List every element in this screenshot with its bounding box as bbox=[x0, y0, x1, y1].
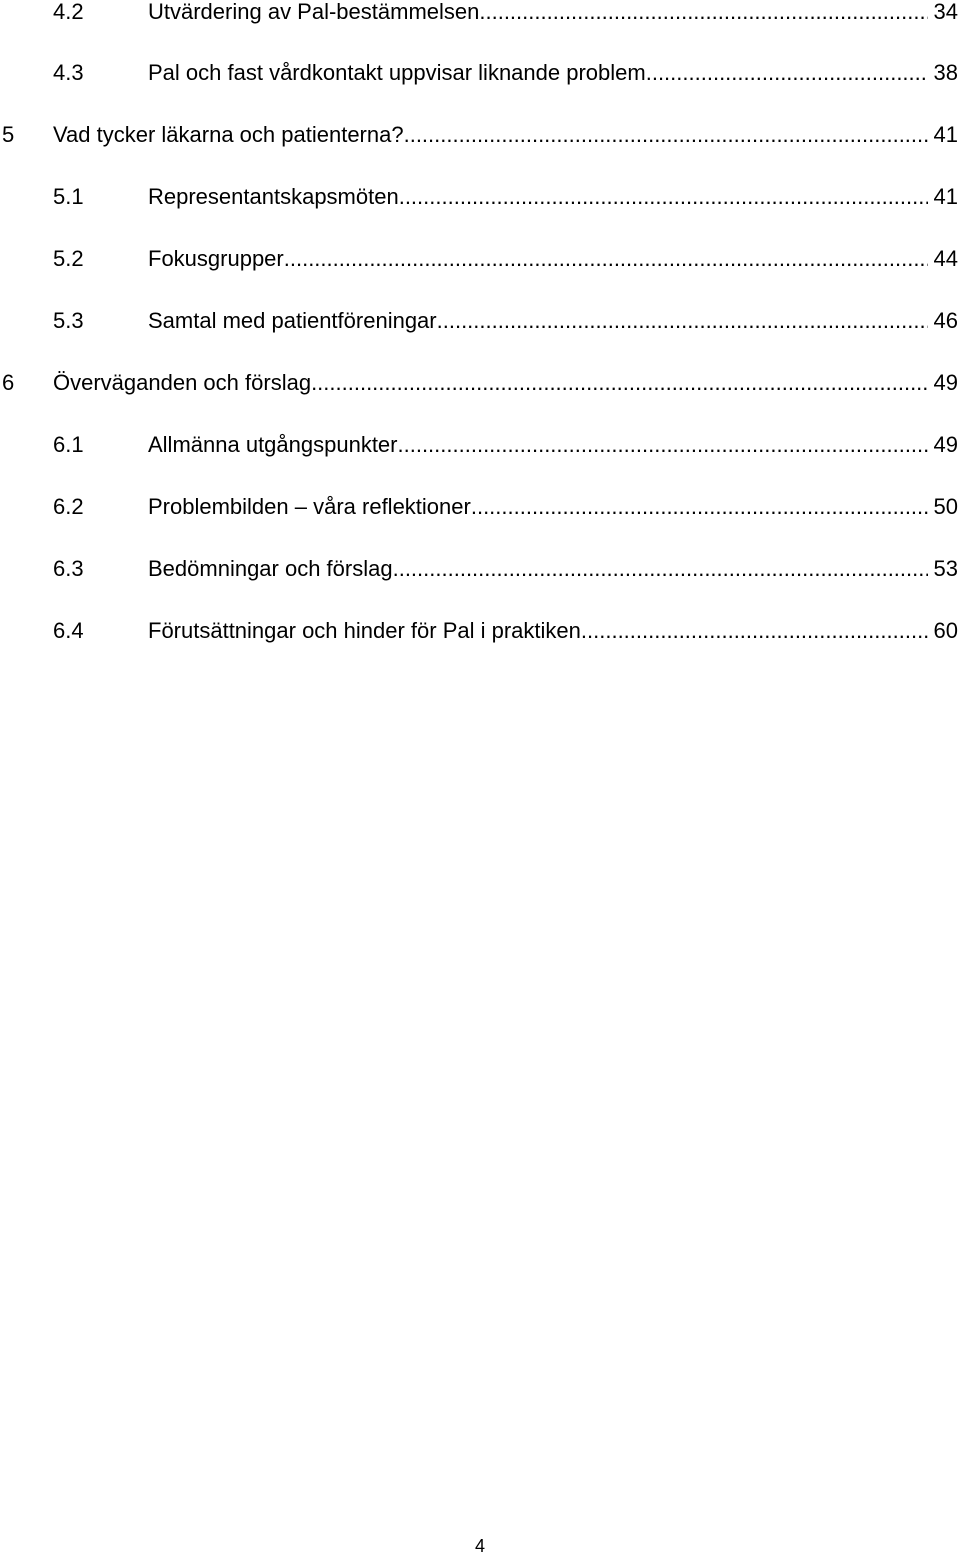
toc-entry-number: 6.2 bbox=[53, 494, 84, 519]
toc-entry-title: Allmänna utgångspunkter bbox=[148, 432, 398, 457]
toc-entry-6-2[interactable] bbox=[0, 492, 960, 522]
toc-entry-page: 34 bbox=[933, 0, 958, 24]
toc-dot-leader bbox=[398, 430, 928, 460]
toc-entry-number: 5.2 bbox=[53, 246, 84, 271]
toc-entry-title: Problembilden – våra reflektioner bbox=[148, 494, 471, 519]
toc-entry-page: 50 bbox=[933, 494, 958, 519]
toc-entry-5-1[interactable] bbox=[0, 182, 960, 212]
toc-dot-leader bbox=[404, 120, 928, 150]
toc-entry-page: 60 bbox=[933, 618, 958, 643]
toc-dot-leader bbox=[399, 182, 928, 212]
toc-entry-title: Bedömningar och förslag bbox=[148, 556, 393, 581]
toc-entry-title: Pal och fast vårdkontakt uppvisar liknande problem bbox=[148, 60, 646, 85]
toc-entry-number: 5 bbox=[2, 122, 15, 147]
toc-entry-title: Samtal med patientföreningar bbox=[148, 308, 437, 333]
toc-entry-page: 46 bbox=[933, 308, 958, 333]
toc-entry-number: 6 bbox=[2, 370, 15, 395]
toc-entry-title: Utvärdering av Pal-bestämmelsen bbox=[148, 0, 480, 24]
toc-entry-title: Förutsättningar och hinder för Pal i praktiken bbox=[148, 618, 581, 643]
toc-entry-page: 53 bbox=[933, 556, 958, 581]
toc-entry-5[interactable] bbox=[0, 120, 960, 150]
toc-entry-4-2[interactable] bbox=[0, 0, 960, 27]
toc-entry-title: Fokusgrupper bbox=[148, 246, 284, 271]
toc-entry-title: Representantskapsmöten bbox=[148, 184, 399, 209]
toc-entry-number: 4.3 bbox=[53, 60, 84, 85]
toc-entry-page: 49 bbox=[933, 432, 958, 457]
toc-dot-leader bbox=[284, 244, 928, 274]
toc-entry-title: Vad tycker läkarna och patienterna? bbox=[53, 122, 404, 147]
toc-entry-number: 6.4 bbox=[53, 618, 84, 643]
toc-dot-leader bbox=[471, 492, 928, 522]
toc-entry-number: 5.3 bbox=[53, 308, 84, 333]
toc-entry-number: 6.3 bbox=[53, 556, 84, 581]
toc-entry-5-2[interactable] bbox=[0, 244, 960, 274]
toc-entry-number: 6.1 bbox=[53, 432, 84, 457]
toc-dot-leader bbox=[311, 368, 927, 398]
toc-entry-page: 38 bbox=[933, 60, 958, 85]
toc-dot-leader bbox=[581, 616, 928, 646]
toc-entry-number: 5.1 bbox=[53, 184, 84, 209]
toc-entry-4-3[interactable] bbox=[0, 58, 960, 88]
toc-entry-page: 49 bbox=[933, 370, 958, 395]
toc-dot-leader bbox=[646, 58, 928, 88]
toc-dot-leader bbox=[393, 554, 928, 584]
toc-entry-page: 44 bbox=[933, 246, 958, 271]
toc-entry-number: 4.2 bbox=[53, 0, 84, 24]
toc-entry-6[interactable] bbox=[0, 368, 960, 398]
page-number bbox=[0, 1534, 960, 1558]
toc-entry-6-1[interactable] bbox=[0, 430, 960, 460]
toc-entry-6-4[interactable] bbox=[0, 616, 960, 646]
toc-dot-leader bbox=[479, 0, 927, 27]
toc-dot-leader bbox=[437, 306, 928, 336]
toc-entry-6-3[interactable] bbox=[0, 554, 960, 584]
toc-entry-title: Överväganden och förslag bbox=[53, 370, 312, 395]
page-number-text: 4 bbox=[474, 1536, 485, 1556]
toc-entry-page: 41 bbox=[933, 122, 958, 147]
toc-entry-page: 41 bbox=[933, 184, 958, 209]
toc-entry-5-3[interactable] bbox=[0, 306, 960, 336]
